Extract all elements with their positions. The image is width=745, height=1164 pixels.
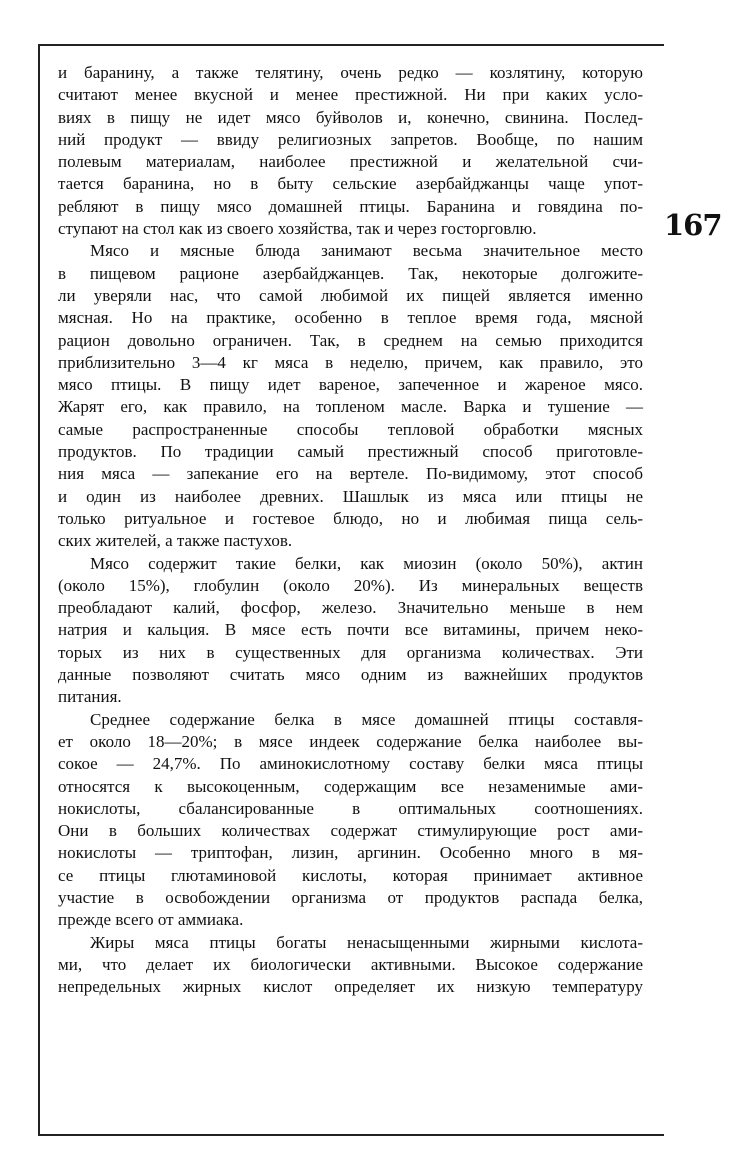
text-line: се птицы глютаминовой кислоты, которая принимает активное bbox=[58, 865, 643, 885]
text-line: полевым материалам, наиболее престижной и желательной счи- bbox=[58, 152, 643, 172]
text-line: ния мяса — запекание его на вертеле. По-видимому, этот способ bbox=[58, 464, 643, 484]
text-line: ми, что делает их биологически активными. Высокое содержание bbox=[58, 954, 643, 974]
text-line: данные позволяют считать мясо одним из важнейших продуктов bbox=[58, 665, 643, 685]
text-line: ли уверяли нас, что самой любимой их пищей является именно bbox=[58, 285, 643, 305]
text-line: торых из них в существенных для организма количествах. Эти bbox=[58, 642, 643, 662]
text-line: виях в пищу не идет мясо буйволов и, конечно, свинина. Послед- bbox=[58, 107, 643, 127]
text-line: считают менее вкусной и менее престижной. Ни при каких усло- bbox=[58, 85, 643, 105]
text-line: в пищевом рационе азербайджанцев. Так, некоторые долгожите- bbox=[58, 263, 643, 283]
page-number: 167 bbox=[664, 208, 722, 242]
page-frame-bottom-rule bbox=[38, 1134, 664, 1136]
text-line: питания. bbox=[58, 687, 122, 707]
text-line: Мясо содержит такие белки, как миозин (около 50%), актин bbox=[90, 553, 643, 573]
text-line: сокое — 24,7%. По аминокислотному составу белки мяса птицы bbox=[58, 754, 643, 774]
paragraph-2 bbox=[58, 240, 643, 552]
text-line: тается баранина, но в быту сельские азербайджанцы чаще упот- bbox=[58, 174, 643, 194]
text-line: и баранину, а также телятину, очень редко — козлятину, которую bbox=[58, 63, 643, 82]
text-line: нокислоты, сбалансированные в оптимальных соотношениях. bbox=[58, 798, 643, 818]
text-line: натрия и кальция. В мясе есть почти все витамины, причем неко- bbox=[58, 620, 643, 640]
text-line: ребляют в пищу мясо домашней птицы. Баранина и говядина по- bbox=[58, 196, 643, 216]
text-line: рацион довольно ограничен. Так, в среднем на семью приходится bbox=[58, 330, 643, 350]
text-line: Они в больших количествах содержат стимулирующие рост ами- bbox=[58, 821, 643, 841]
text-line: нокислоты — триптофан, лизин, аргинин. Особенно много в мя- bbox=[58, 843, 643, 863]
page-frame-top-rule bbox=[38, 44, 664, 46]
text-line: Жарят его, как правило, на топленом масле. Варка и тушение — bbox=[58, 397, 643, 417]
text-line: ний продукт — ввиду религиозных запретов. Вообще, по нашим bbox=[58, 129, 643, 149]
text-line: самые распространенные способы тепловой обработки мясных bbox=[58, 419, 643, 439]
text-line: ет около 18—20%; в мясе индеек содержание белка наиболее вы- bbox=[58, 731, 643, 751]
body-text bbox=[58, 62, 643, 998]
text-line: прежде всего от аммиака. bbox=[58, 910, 244, 930]
text-line: и один из наиболее древних. Шашлык из мяса или птицы не bbox=[58, 486, 643, 506]
text-line: мясная. Но на практике, особенно в теплое время года, мясной bbox=[58, 308, 643, 328]
text-line: участие в освобождении организма от продуктов распада белка, bbox=[58, 887, 643, 907]
paragraph-1 bbox=[58, 62, 643, 240]
text-line: (около 15%), глобулин (около 20%). Из минеральных веществ bbox=[58, 575, 643, 595]
text-line: Жиры мяса птицы богаты ненасыщенными жирными кислота- bbox=[90, 932, 643, 952]
page-frame-left-rule bbox=[38, 44, 40, 1134]
paragraph-3 bbox=[58, 553, 643, 709]
text-line: преобладают калий, фосфор, железо. Значительно меньше в нем bbox=[58, 598, 643, 618]
text-line: ских жителей, а также пастухов. bbox=[58, 531, 293, 551]
text-line: ступают на стол как из своего хозяйства, так и через госторговлю. bbox=[58, 219, 537, 239]
text-line: относятся к высокоценным, содержащим все незаменимые ами- bbox=[58, 776, 643, 796]
text-line: Среднее содержание белка в мясе домашней птицы составля- bbox=[90, 709, 643, 729]
text-line: Мясо и мясные блюда занимают весьма значительное место bbox=[90, 241, 643, 261]
paragraph-4 bbox=[58, 709, 643, 932]
text-line: непредельных жирных кислот определяет их низкую температуру bbox=[58, 977, 643, 997]
text-line: только ритуальное и гостевое блюдо, но и любимая пища сель- bbox=[58, 508, 643, 528]
text-line: приблизительно 3—4 кг мяса в неделю, причем, как правило, это bbox=[58, 352, 643, 372]
text-line: мясо птицы. В пищу идет вареное, запеченное и жареное мясо. bbox=[58, 375, 643, 395]
text-line: продуктов. По традиции самый престижный способ приготовле- bbox=[58, 442, 643, 462]
paragraph-5 bbox=[58, 932, 643, 999]
